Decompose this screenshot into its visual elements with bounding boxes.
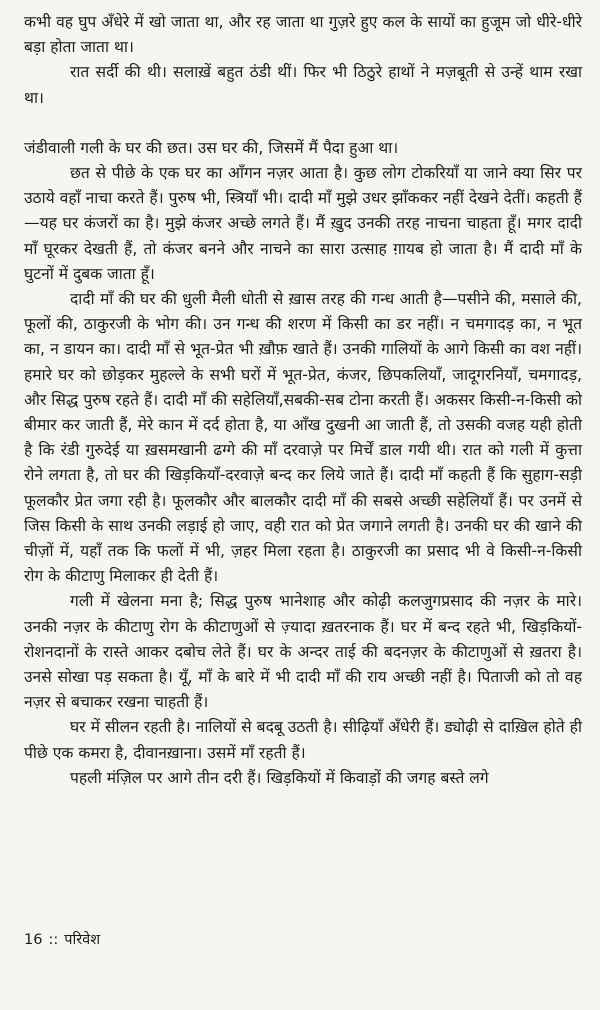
paragraph-continued: कभी वह घुप अँधेरे में खो जाता था, और रह जाता था गुज़रे हुए कल के सायों का हुजूम जो धीरे-धीरे बड़ा होता जाता था। xyxy=(24,13,582,57)
paragraph-grandmother: दादी माँ की घर की धुली मैली धोती से ख़ास तरह की गन्ध आती है—पसीने की, मसाले की, फूलों की, ठाकुरजी के भोग की। उन गन्ध की शरण में किसी का डर नहीं। न चमगादड़ का, न भूत का, न डायन का। दादी माँ से भूत-प्रेत भी ख़ौफ़ खाते हैं। उनकी गालियों के आगे किसी का वश नहीं। हमारे घर को छोड़कर मुहल्ले के सभी घरों में भूत-प्रेत, कंजर, छिपकलियाँ, जादूगरनियाँ, चमगादड़, और सिद्ध पुरुष रहते हैं। दादी माँ की सहेलियाँ,सबकी-सब टोना करती हैं। अकसर किसी-न-किसी को बीमार कर जाती हैं, मेरे कान में दर्द होता है, या आँख दुखनी आ जाती हैं, तो उसकी वजह यही होती है कि रंडी गुरुदेई या ख़समखानी ढग्गे की माँ दरवाज़े पर मिर्चें डाल गयी थी। रात को गली में कुत्ता रोने लगता है, तो घर की खिड़कियाँ-दरवाज़े बन्द कर लिये जाते हैं। दादी माँ कहती हैं कि सुहाग-सड़ी फूलकौर प्रेत जगा रही है। फूलकौर और बालकौर दादी माँ की सबसे अच्छी सहेलियाँ हैं। पर उनमें से जिस किसी के साथ उनकी लड़ाई हो जाए, वही रात को प्रेत जगाने लगती है। उनकी घर की खाने की चीज़ों में, यहाँ तक कि फलों में भी, ज़हर मिला रहता है। ठाकुरजी का प्रसाद भी वे किसी-न-किसी रोग के कीटाणु मिलाकर ही देती हैं। xyxy=(24,290,582,586)
paragraph-house: घर में सीलन रहती है। नालियों से बदबू उठती है। सीढ़ियाँ अँधेरी हैं। ड्योढ़ी से दाख़िल होते ही पीछे एक कमरा है, दीवानख़ाना। उसमें माँ रहती हैं। xyxy=(24,718,582,762)
page-footer xyxy=(24,930,106,950)
paragraph-rooftop: छत से पीछे के एक घर का आँगन नज़र आता है। कुछ लोग टोकरियाँ या जाने क्या सिर पर उठाये वहाँ नाचा करते हैं। पुरुष भी, स्त्रियाँ भी। दादी माँ मुझे उधर झाँककर नहीं देखने देतीं। कहती हैं—यह घर कंजरों का है। मुझे कंजर अच्छे लगते हैं। मैं ख़ुद उनकी तरह नाचना चाहता हूँ। मगर दादी माँ घूरकर देखती हैं, तो कंजर बनने और नाचने का सारा उत्साह ग़ायब हो जाता है। मैं दादी माँ के घुटनों में दुबक जाता हूँ। xyxy=(24,164,582,283)
paragraph-night-bars: रात सर्दी की थी। सलाख़ें बहुत ठंडी थीं। फिर भी ठिठुरे हाथों ने मज़बूती से उन्हें थाम रखा था। xyxy=(24,63,582,107)
page-number: 16 xyxy=(24,932,43,948)
running-title: परिवेश xyxy=(64,932,101,948)
paragraph-section-start: जंडीवाली गली के घर की छत। उस घर की, जिसमें मैं पैदा हुआ था। xyxy=(24,138,399,157)
paragraph-first-floor: पहली मंज़िल पर आगे तीन दरी हैं। खिड़कियों में किवाड़ों की जगह बस्ते लगे xyxy=(70,768,489,787)
paragraph-street: गली में खेलना मना है; सिद्ध पुरुष भानेशाह और कोढ़ी कलजुगप्रसाद की नज़र के मारे। उनकी नज़र के कीटाणु रोग के कीटाणुओं से ज़्यादा ख़तरनाक हैं। घर में बन्द रहते भी, खिड़कियों-रोशनदानों के रास्ते आकर दबोच लेते हैं। घर के अन्दर ताई की बदनज़र के कीटाणुओं से ख़तरा है। उनसे सोखा पड़ सकता है। यूँ, माँ के बारे में भी दादी माँ की राय अच्छी नहीं है। पिताजी को तो वह नज़र से बचाकर रखना चाहती हैं। xyxy=(24,592,582,712)
folio-separator: :: xyxy=(48,932,59,948)
